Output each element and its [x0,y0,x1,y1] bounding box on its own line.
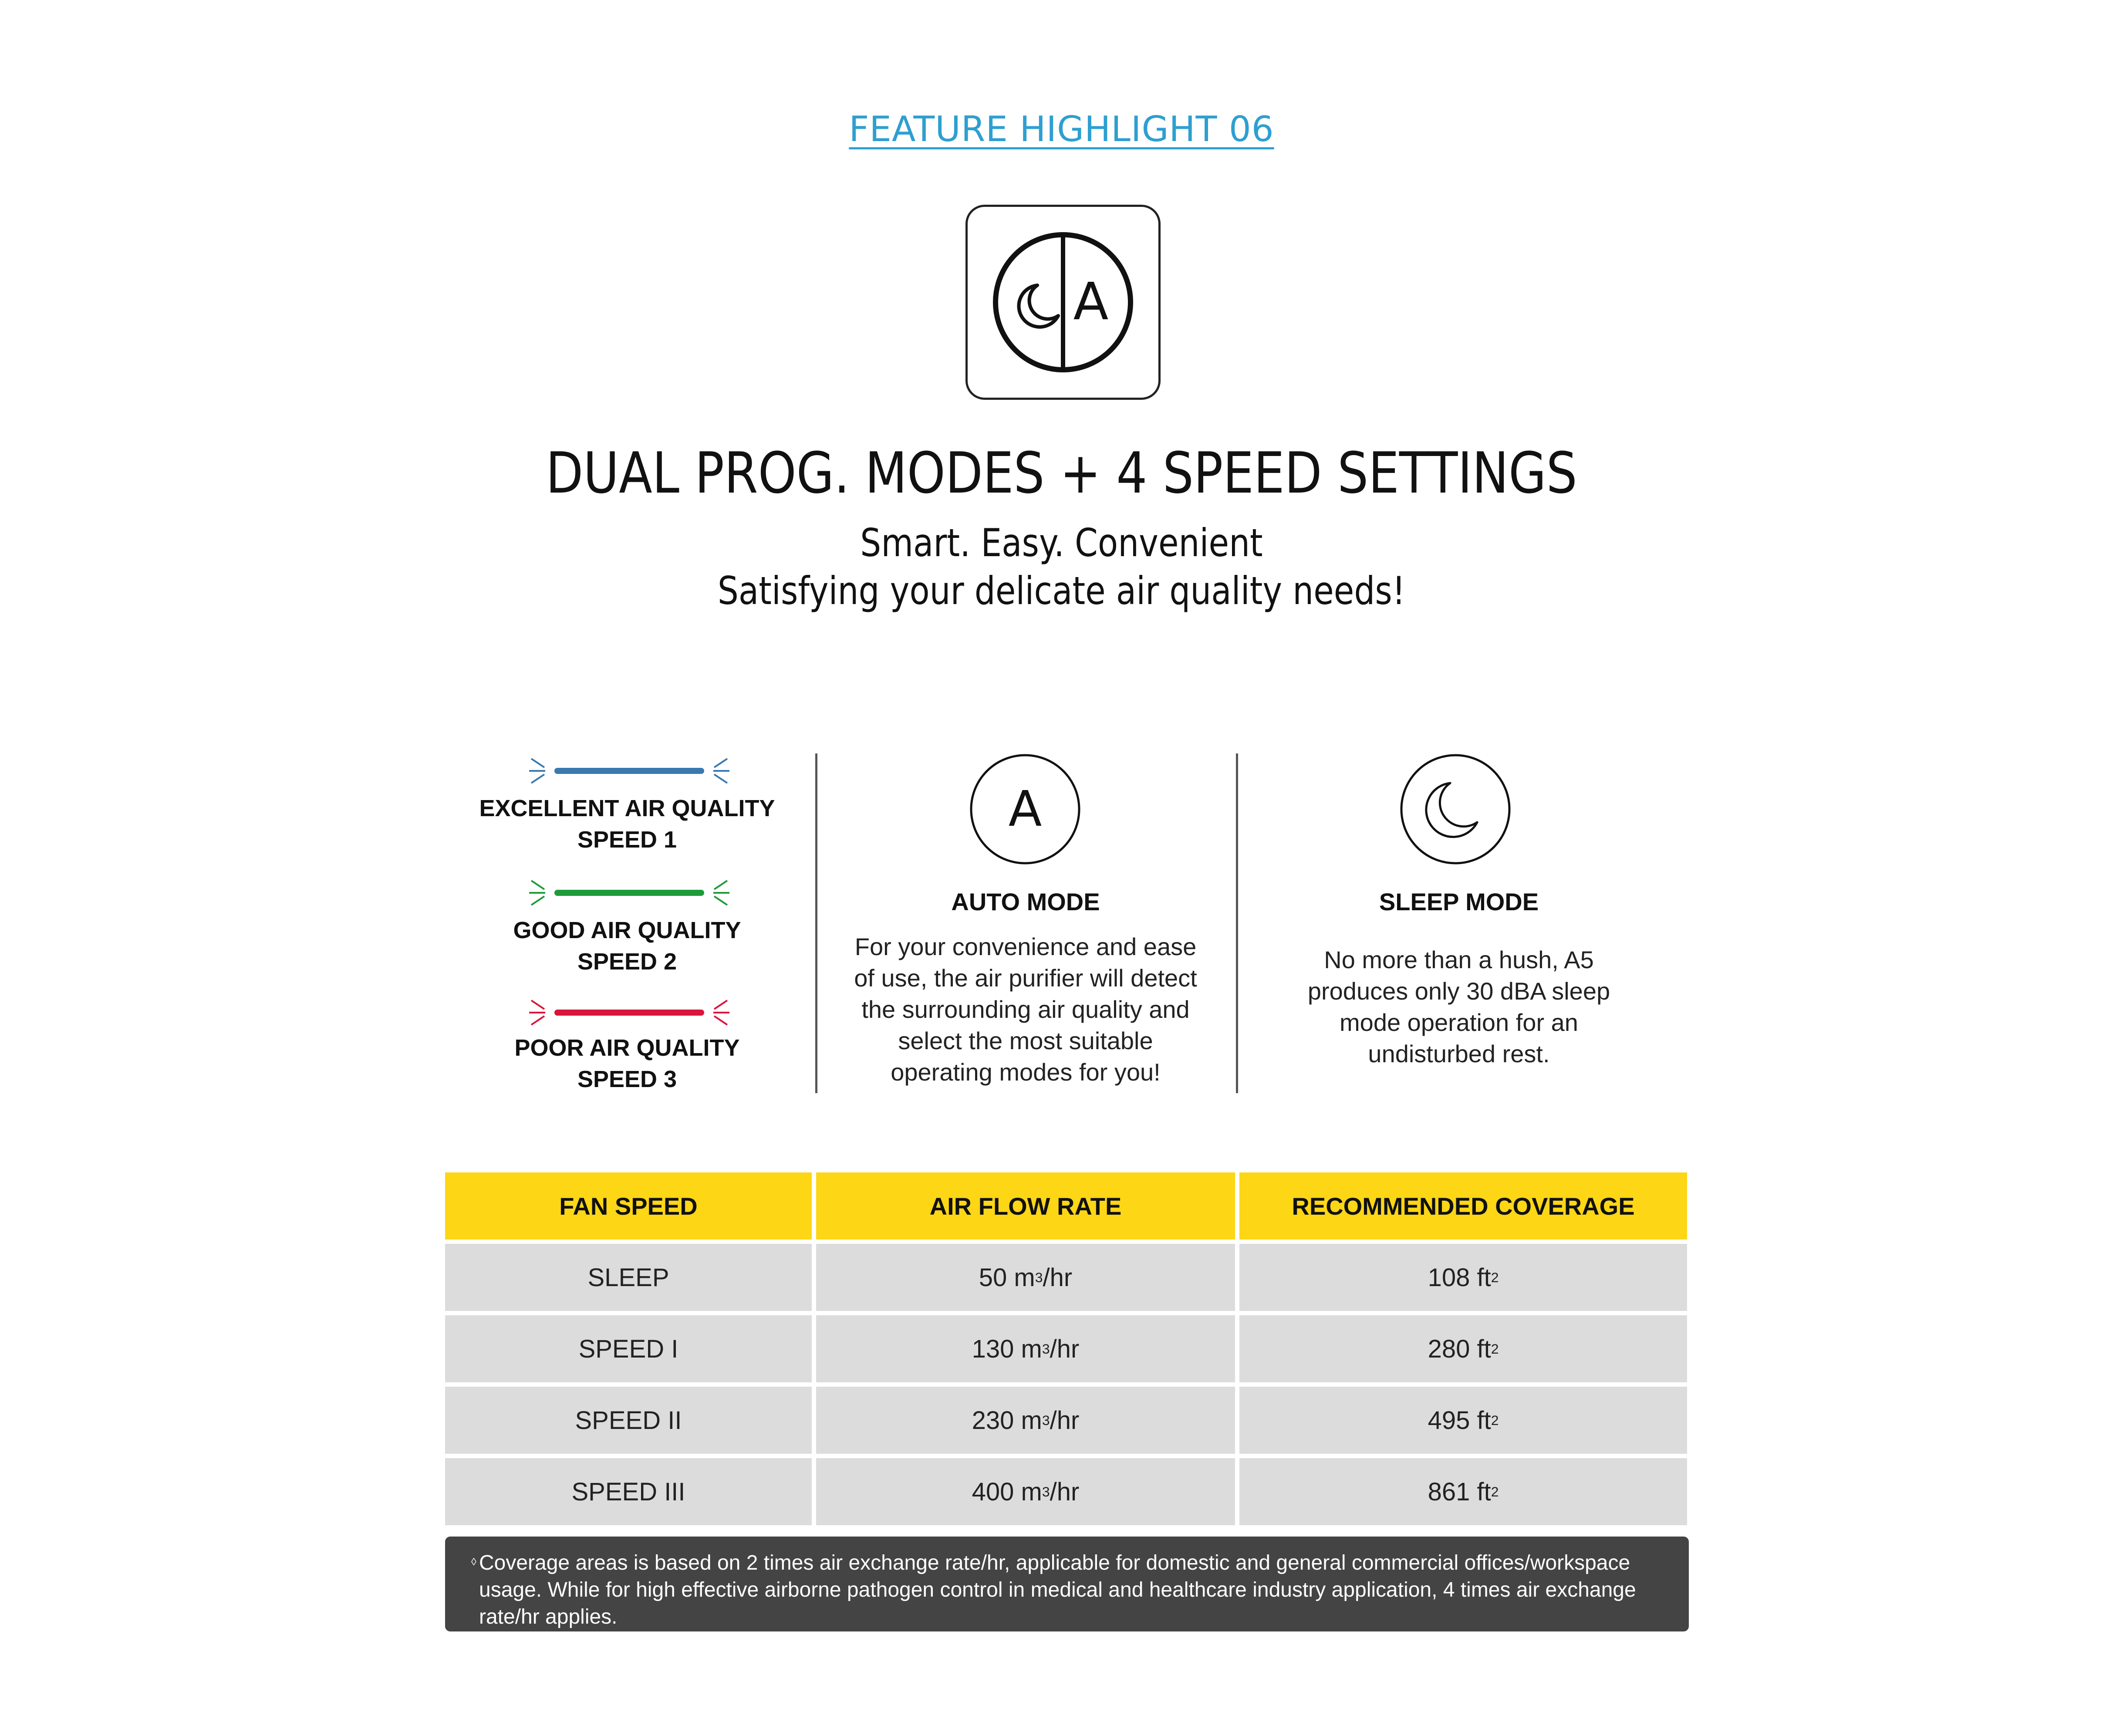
moon-icon [1019,285,1058,327]
auto-mode-icon [969,753,1082,866]
sleep-mode-title: SLEEP MODE [1379,888,1539,915]
column-divider-right [1236,753,1238,1093]
table-cell-air-flow: 130 m 3 /hr [816,1315,1235,1382]
excellent-air-quality-label: EXCELLENT AIR QUALITY SPEED 1 [479,795,775,853]
mode-tile [965,205,1161,400]
subtitle-tagline: Smart. Easy. Convenient [860,520,1263,565]
poor-air-quality-label: POOR AIR QUALITY SPEED 3 [514,1035,740,1092]
subtitle-description: Satisfying your delicate air quality needs! [717,568,1406,613]
table-cell-air-flow: 400 m 3 /hr [816,1458,1235,1525]
table-header-air-flow-rate: AIR FLOW RATE [816,1172,1235,1240]
table-cell-air-flow: 50 m 3 /hr [816,1244,1235,1311]
auto-mode-title: AUTO MODE [951,888,1100,915]
table-cell-coverage: 108 ft 2 [1239,1244,1687,1311]
excellent-indicator-icon [529,759,729,783]
fan-speed-table [445,1172,1687,1525]
table-header-fan-speed: FAN SPEED [445,1172,812,1240]
sleep-mode-icon [1399,753,1512,866]
auto-mode-description: For your convenience and ease of use, the air purifier will detect the surrounding air quality and select the most suitable operating modes for you! [854,933,1197,1086]
footnote-mark: ◊ [471,1556,476,1568]
auto-letter-icon: A [1073,271,1109,331]
poor-indicator-icon [529,1000,729,1025]
table-cell-air-flow: 230 m 3 /hr [816,1387,1235,1454]
good-air-quality-label: GOOD AIR QUALITY SPEED 2 [513,917,741,975]
table-cell-fan-speed: SPEED I [445,1315,812,1382]
table-cell-coverage: 495 ft 2 [1239,1387,1687,1454]
dual-mode-icon [968,207,1158,398]
column-divider-left [815,753,817,1093]
table-cell-coverage: 861 ft 2 [1239,1458,1687,1525]
table-cell-fan-speed: SPEED III [445,1458,812,1525]
table-cell-fan-speed: SPEED II [445,1387,812,1454]
coverage-footnote: ◊ Coverage areas is based on 2 times air exchange rate/hr, applicable for domestic and general commercial offices/workspace usage. While for high effective airborne pathogen control in medical and healthcare industry application, 4 times air exchange rate/hr applies. [445,1537,1689,1631]
page-title: DUAL PROG. MODES + 4 SPEED SETTINGS [546,440,1577,506]
good-indicator-icon [529,881,729,905]
air-quality-indicators [523,749,736,1037]
table-header-recommended-coverage: RECOMMENDED COVERAGE [1239,1172,1687,1240]
table-cell-fan-speed: SLEEP [445,1244,812,1311]
table-cell-coverage: 280 ft 2 [1239,1315,1687,1382]
moon-icon [1426,783,1477,837]
sleep-mode-description: No more than a hush, A5 produces only 30 dBA sleep mode operation for an undisturbed rest. [1307,946,1610,1067]
feature-highlight-link[interactable]: FEATURE HIGHLIGHT 06 [849,109,1274,149]
svg-text:A: A [1008,781,1042,838]
